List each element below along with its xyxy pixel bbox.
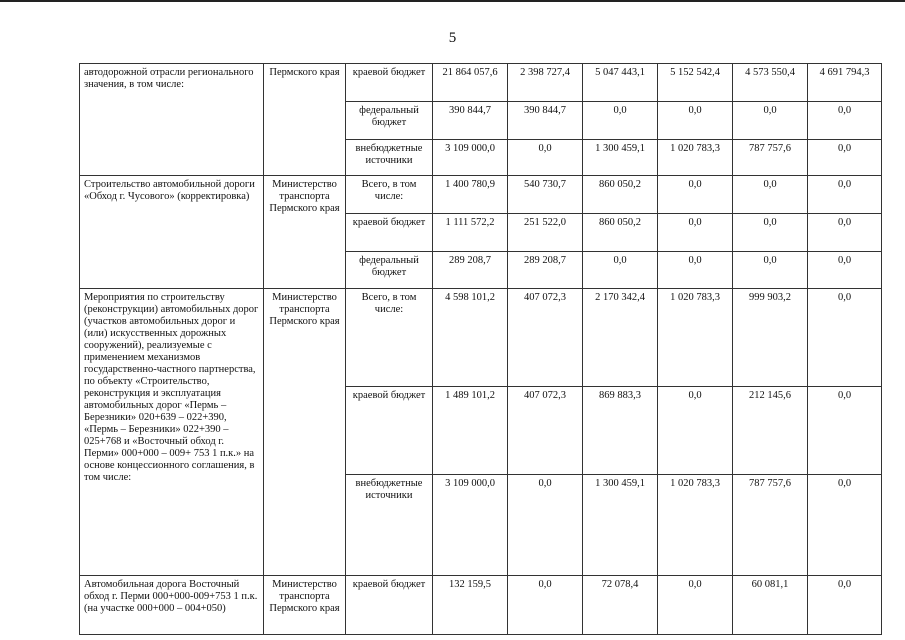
amount-cell: 0,0 bbox=[733, 176, 808, 214]
amount-cell: 390 844,7 bbox=[508, 102, 583, 140]
amount-cell: 3 109 000,0 bbox=[433, 140, 508, 176]
amount-cell: 72 078,4 bbox=[583, 576, 658, 635]
funding-source: краевой бюджет bbox=[346, 64, 433, 102]
amount-cell: 0,0 bbox=[808, 289, 882, 387]
amount-cell: 5 152 542,4 bbox=[658, 64, 733, 102]
amount-cell: 0,0 bbox=[808, 387, 882, 475]
page-top-rule bbox=[0, 0, 905, 2]
amount-cell: 0,0 bbox=[808, 176, 882, 214]
funding-source: краевой бюджет bbox=[346, 387, 433, 475]
amount-cell: 2 398 727,4 bbox=[508, 64, 583, 102]
amount-cell: 869 883,3 bbox=[583, 387, 658, 475]
amount-cell: 5 047 443,1 bbox=[583, 64, 658, 102]
amount-cell: 0,0 bbox=[808, 475, 882, 576]
amount-cell: 4 573 550,4 bbox=[733, 64, 808, 102]
funding-source: федеральный бюджет bbox=[346, 252, 433, 289]
table-row bbox=[80, 176, 882, 214]
amount-cell: 860 050,2 bbox=[583, 214, 658, 252]
amount-cell: 21 864 057,6 bbox=[433, 64, 508, 102]
amount-cell: 407 072,3 bbox=[508, 289, 583, 387]
amount-cell: 0,0 bbox=[733, 214, 808, 252]
activity-name: автодорожной отрасли регионального значения, в том числе: bbox=[80, 64, 264, 176]
responsible-executor: Пермского края bbox=[264, 64, 346, 176]
amount-cell: 1 489 101,2 bbox=[433, 387, 508, 475]
amount-cell: 1 020 783,3 bbox=[658, 475, 733, 576]
amount-cell: 0,0 bbox=[808, 576, 882, 635]
page-number: 5 bbox=[448, 30, 457, 46]
amount-cell: 1 300 459,1 bbox=[583, 475, 658, 576]
amount-cell: 999 903,2 bbox=[733, 289, 808, 387]
table-row bbox=[80, 64, 882, 102]
amount-cell: 407 072,3 bbox=[508, 387, 583, 475]
amount-cell: 289 208,7 bbox=[433, 252, 508, 289]
amount-cell: 0,0 bbox=[808, 214, 882, 252]
amount-cell: 0,0 bbox=[658, 252, 733, 289]
amount-cell: 0,0 bbox=[808, 102, 882, 140]
amount-cell: 0,0 bbox=[658, 102, 733, 140]
amount-cell: 212 145,6 bbox=[733, 387, 808, 475]
amount-cell: 540 730,7 bbox=[508, 176, 583, 214]
responsible-executor: Министерство транспорта Пермского края bbox=[264, 576, 346, 635]
amount-cell: 132 159,5 bbox=[433, 576, 508, 635]
activity-name: Строительство автомобильной дороги «Обход г. Чусового» (корректировка) bbox=[80, 176, 264, 289]
funding-source: краевой бюджет bbox=[346, 214, 433, 252]
amount-cell: 0,0 bbox=[808, 252, 882, 289]
amount-cell: 0,0 bbox=[508, 140, 583, 176]
amount-cell: 1 111 572,2 bbox=[433, 214, 508, 252]
amount-cell: 4 691 794,3 bbox=[808, 64, 882, 102]
funding-source: Всего, в том числе: bbox=[346, 289, 433, 387]
amount-cell: 3 109 000,0 bbox=[433, 475, 508, 576]
funding-source: федеральный бюджет bbox=[346, 102, 433, 140]
amount-cell: 0,0 bbox=[508, 576, 583, 635]
amount-cell: 60 081,1 bbox=[733, 576, 808, 635]
responsible-executor: Министерство транспорта Пермского края bbox=[264, 176, 346, 289]
funding-source: краевой бюджет bbox=[346, 576, 433, 635]
amount-cell: 1 020 783,3 bbox=[658, 140, 733, 176]
activity-name: Автомобильная дорога Восточный обход г. Перми 000+000-009+753 1 п.к. (на участке 000+000 – 004+050) bbox=[80, 576, 264, 635]
amount-cell: 0,0 bbox=[658, 214, 733, 252]
amount-cell: 251 522,0 bbox=[508, 214, 583, 252]
amount-cell: 0,0 bbox=[508, 475, 583, 576]
amount-cell: 0,0 bbox=[658, 176, 733, 214]
amount-cell: 4 598 101,2 bbox=[433, 289, 508, 387]
responsible-executor: Министерство транспорта Пермского края bbox=[264, 289, 346, 576]
amount-cell: 787 757,6 bbox=[733, 475, 808, 576]
amount-cell: 0,0 bbox=[658, 576, 733, 635]
amount-cell: 289 208,7 bbox=[508, 252, 583, 289]
activity-name: Мероприятия по строительству (реконструкции) автомобильных дорог (участков автомобильных дорог и (или) искусственных дорожных сооружений), реализуемые с применением механизмов государственно-частного партнерства, по объекту «Строительство, реконструкция и эксплуатация автомобильных дорог «Пермь – Березники» 020+639 – 022+390, «Пермь – Березники» 022+390 – 025+768 и «Восточный обход г. Перми» 000+000 – 009+ 753 1 п.к.» на основе концессионного соглашения, в том числе: bbox=[80, 289, 264, 576]
funding-source: Всего, в том числе: bbox=[346, 176, 433, 214]
amount-cell: 390 844,7 bbox=[433, 102, 508, 140]
amount-cell: 0,0 bbox=[733, 252, 808, 289]
amount-cell: 0,0 bbox=[808, 140, 882, 176]
amount-cell: 787 757,6 bbox=[733, 140, 808, 176]
table-row bbox=[80, 576, 882, 635]
amount-cell: 0,0 bbox=[658, 387, 733, 475]
amount-cell: 1 020 783,3 bbox=[658, 289, 733, 387]
budget-table-body bbox=[80, 64, 882, 635]
budget-table bbox=[79, 63, 882, 635]
amount-cell: 0,0 bbox=[583, 102, 658, 140]
amount-cell: 1 300 459,1 bbox=[583, 140, 658, 176]
amount-cell: 0,0 bbox=[583, 252, 658, 289]
funding-source: внебюджетные источники bbox=[346, 140, 433, 176]
amount-cell: 2 170 342,4 bbox=[583, 289, 658, 387]
amount-cell: 1 400 780,9 bbox=[433, 176, 508, 214]
table-row bbox=[80, 289, 882, 387]
amount-cell: 860 050,2 bbox=[583, 176, 658, 214]
funding-source: внебюджетные источники bbox=[346, 475, 433, 576]
amount-cell: 0,0 bbox=[733, 102, 808, 140]
